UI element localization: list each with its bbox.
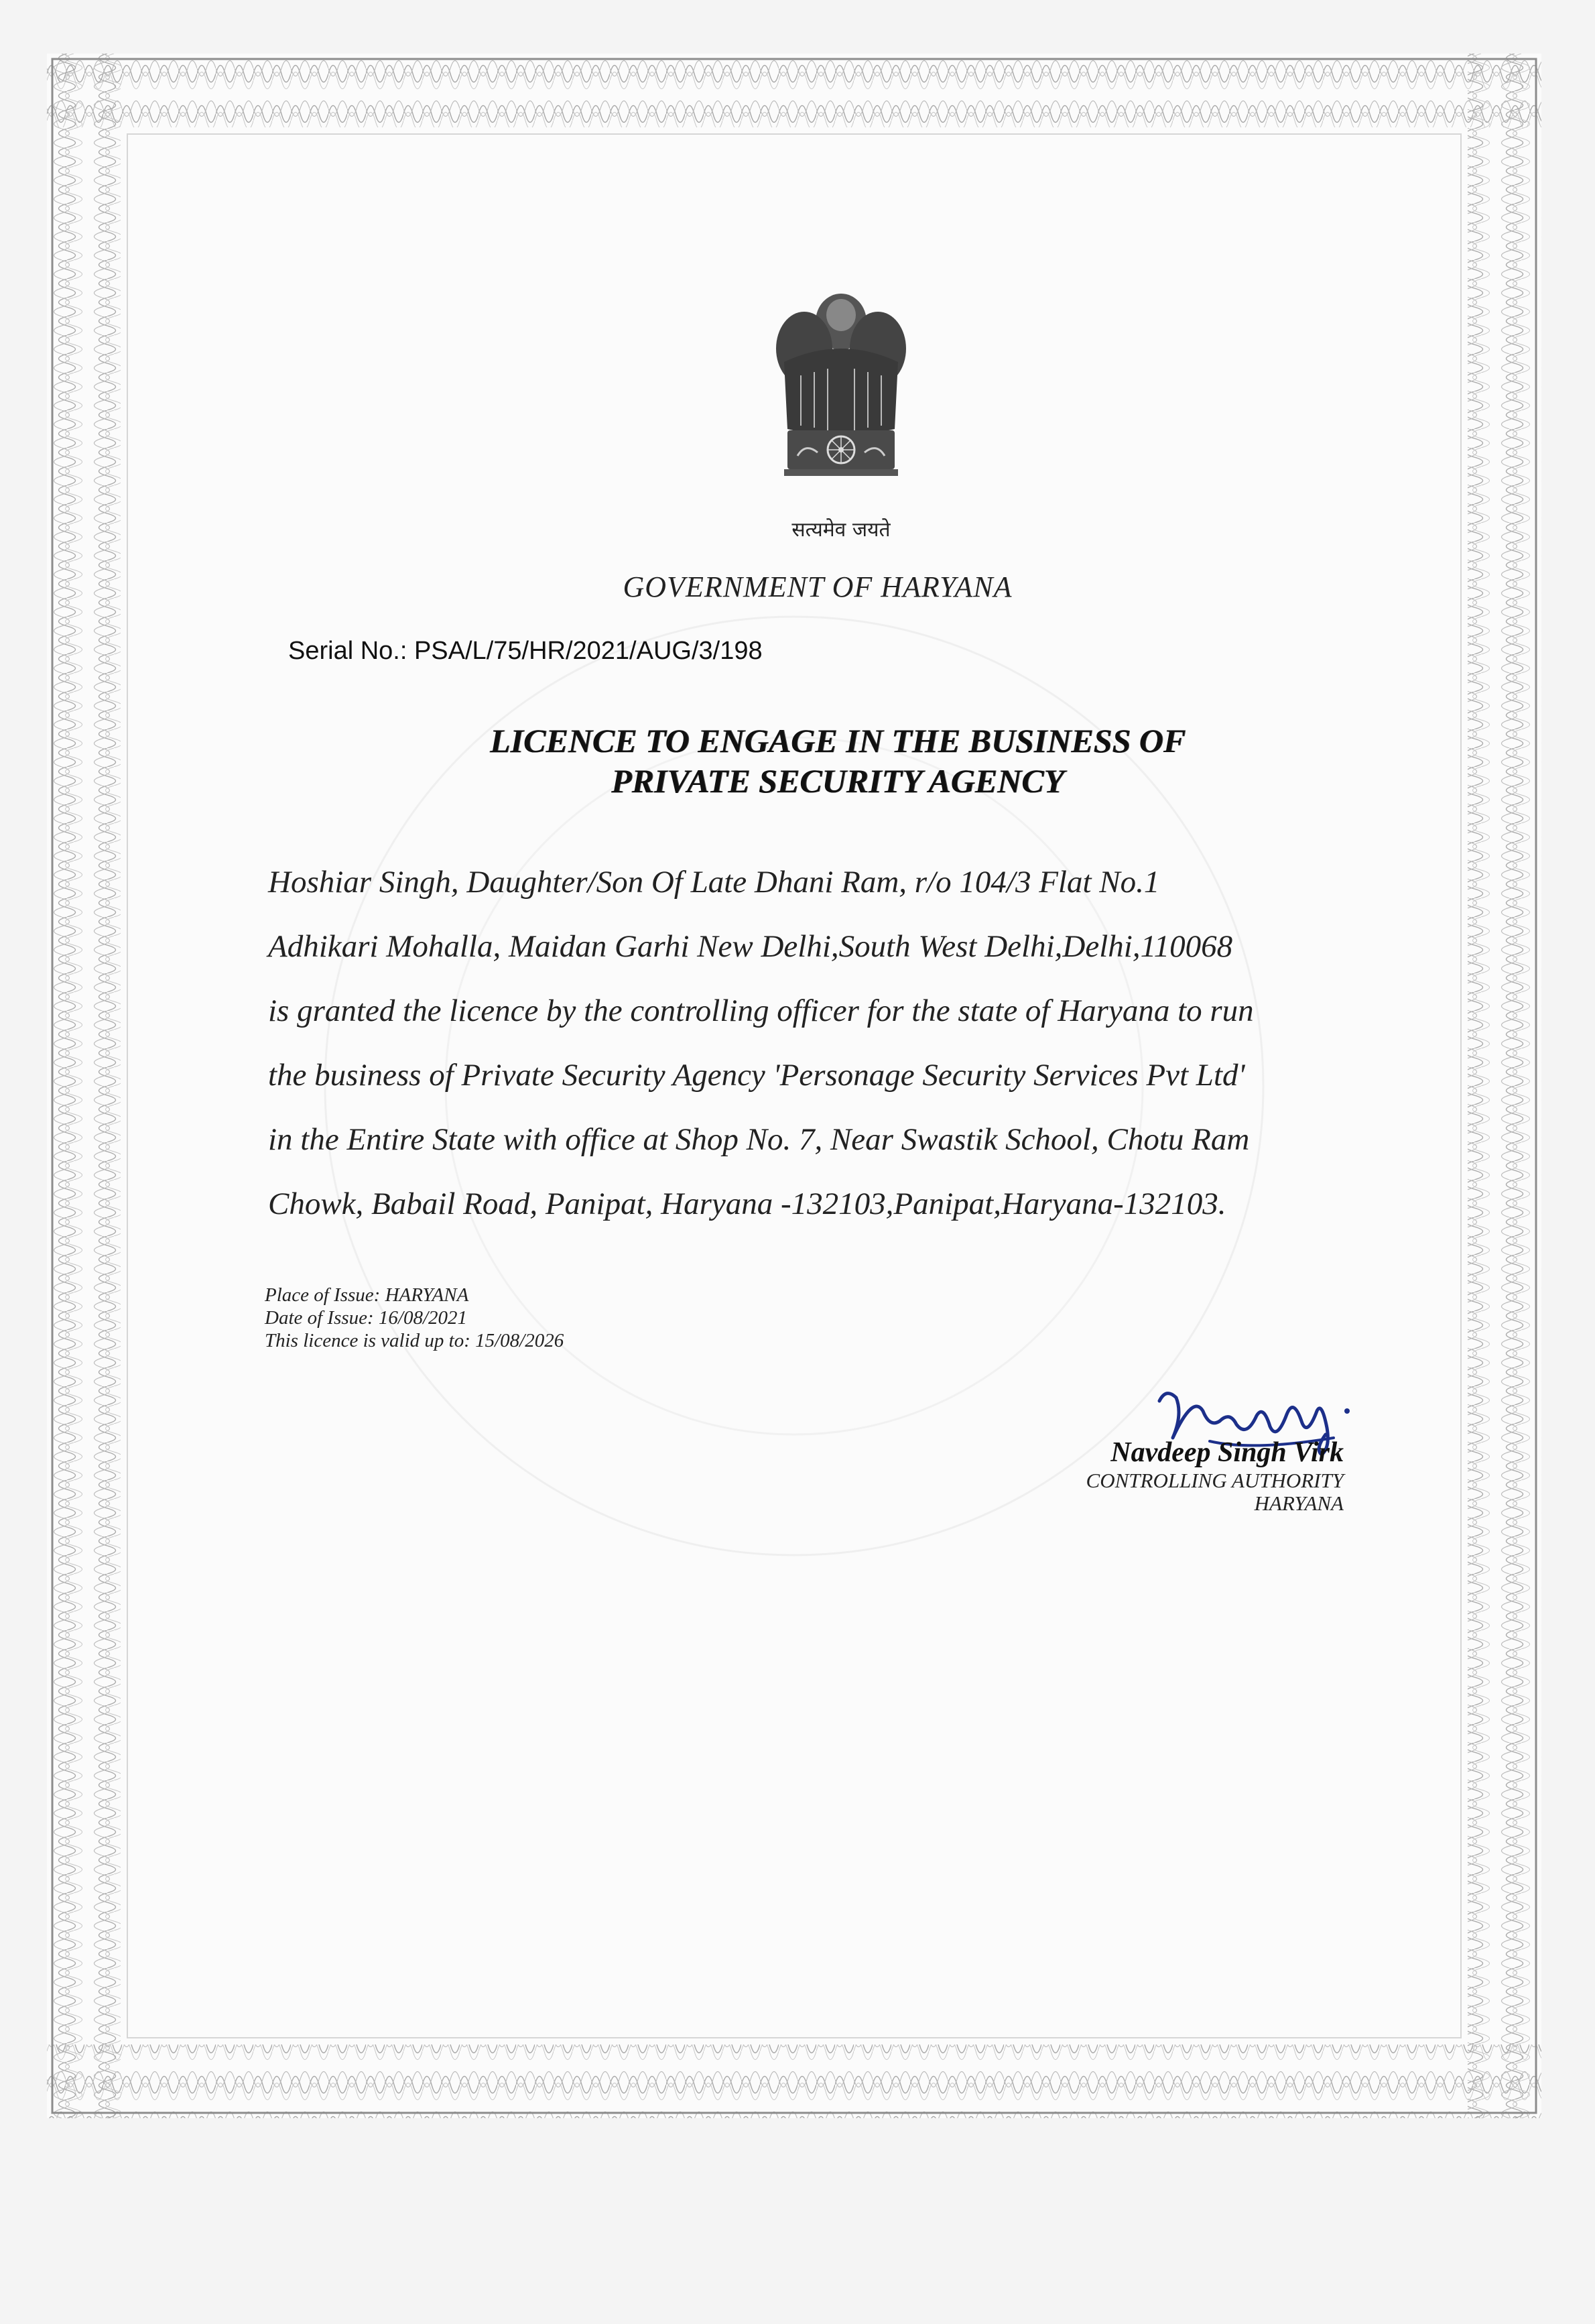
body-line: the business of Private Security Agency 'Personage Security Services Pvt Ltd' <box>268 1058 1245 1093</box>
signatory-block <box>918 1436 1344 1515</box>
licence-title-line: PRIVATE SECURITY AGENCY <box>611 762 1065 800</box>
licence-body <box>268 850 1488 1236</box>
place-of-issue: Place of Issue: HARYANA <box>265 1284 469 1306</box>
signatory-designation: CONTROLLING AUTHORITY <box>1086 1469 1344 1492</box>
signatory-name: Navdeep Singh Virk <box>1110 1437 1344 1468</box>
licence-title <box>302 721 1374 801</box>
issue-details <box>265 1284 801 1352</box>
date-of-issue: Date of Issue: 16/08/2021 <box>265 1307 468 1329</box>
ashoka-emblem-icon <box>764 275 918 516</box>
licence-title-line: LICENCE TO ENGAGE IN THE BUSINESS OF <box>489 722 1186 759</box>
validity-date: This licence is valid up to: 15/08/2026 <box>265 1330 564 1351</box>
signatory-state: HARYANA <box>1254 1491 1344 1515</box>
body-line: Chowk, Babail Road, Panipat, Haryana -132103,Panipat,Haryana-132103. <box>268 1186 1226 1221</box>
body-line: is granted the licence by the controlling officer for the state of Haryana to run <box>268 993 1254 1028</box>
government-heading: GOVERNMENT OF HARYANA <box>623 570 1013 603</box>
body-line: in the Entire State with office at Shop No. 7, Near Swastik School, Chotu Ram <box>268 1122 1250 1157</box>
emblem-motto: सत्यमेव जयते <box>791 518 891 542</box>
licence-sheet <box>47 54 1541 2118</box>
body-line: Adhikari Mohalla, Maidan Garhi New Delhi,South West Delhi,Delhi,110068 <box>268 929 1233 964</box>
body-line: Hoshiar Singh, Daughter/Son Of Late Dhani Ram, r/o 104/3 Flat No.1 <box>268 865 1160 900</box>
serial-number: Serial No.: PSA/L/75/HR/2021/AUG/3/198 <box>288 637 763 665</box>
